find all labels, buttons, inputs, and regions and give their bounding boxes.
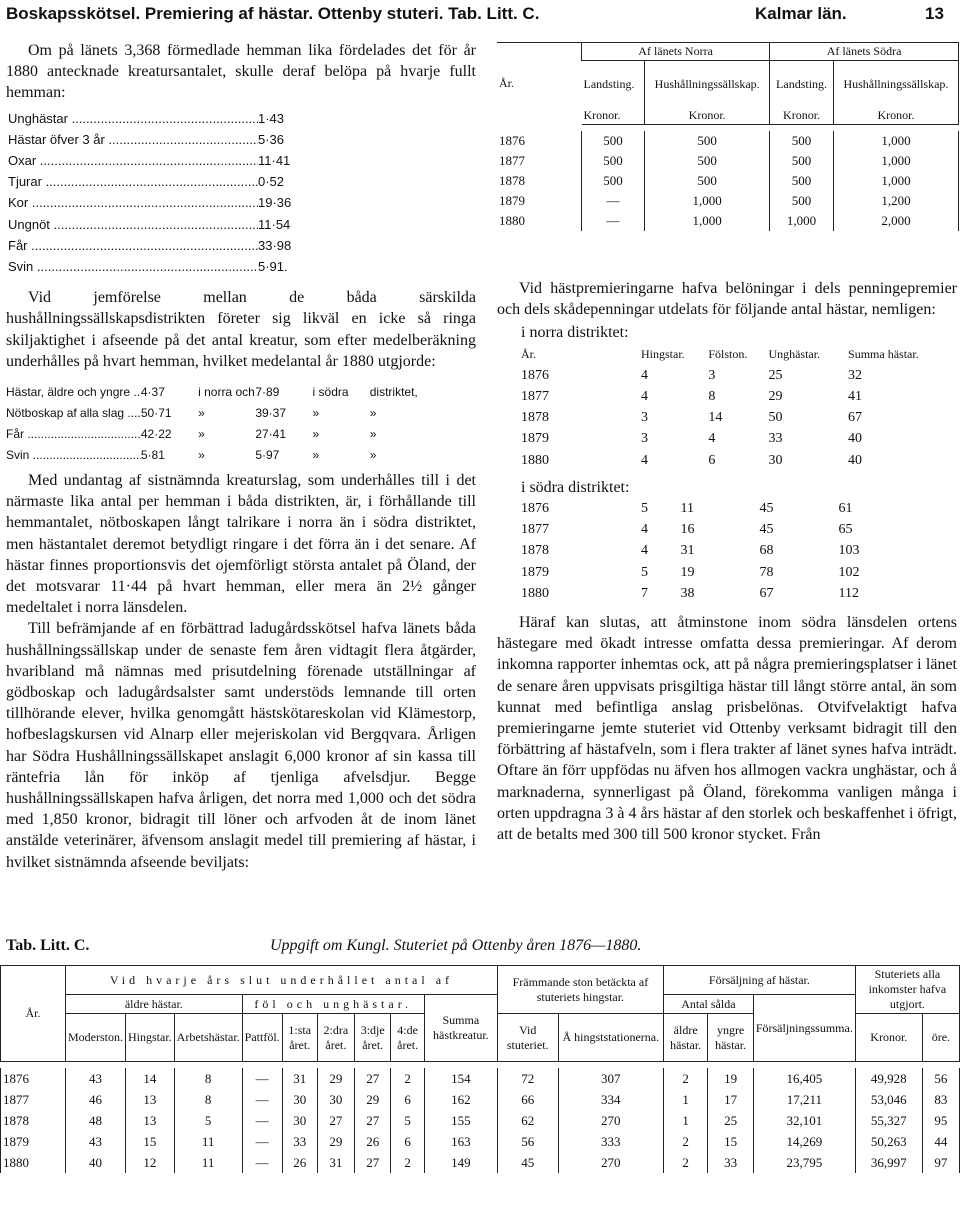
- table-row: 1880 7 38 67 112: [521, 585, 859, 601]
- comparison-row: Hästar, äldre och yngre ..... 4·37 i norra och 7·89 i södra distriktet,: [6, 382, 476, 403]
- table-row: 1878 3 14 50 67: [521, 410, 863, 426]
- comparison-paragraph: Vid jemförelse mellan de båda särskilda hushållningssällskapsdistrikten företer sig likväl en icke så ringa skiljaktighet i afseende på det antal kreatur, som efter medelberäkning underhålles på hvart hemman, hvilket medelantal år 1880 utgjorde:: [6, 289, 476, 370]
- table-row: 1876 4 3 25 32: [521, 367, 863, 383]
- running-header-county: Kalmar län.: [755, 4, 847, 23]
- table-row: 1877 4 16 45 65: [521, 522, 853, 538]
- comparison-row: Får ..... 42·22 » 27·41 » »: [6, 424, 476, 445]
- ottenby-table: År. Vid hvarje års slut underhållet antal af Främmande ston betäckta af stuteriets hingstar. Försäljning af hästar. Stuteriets alla inkomster hafva utgjort. äldre hästar. föl och unghästar. Summa hästkreatur. Antal sålda Försäljningssumma. Moderston. Hingstar. Arbetshästar. Pattföl. 1:sta året. 2:dra året. 3:dje året. 4:de året. Vid stuteriet. Å hingststationerna. äldre hästar. yngre hästar. Kronor. öre. 1876 43 14 8 — 31 29 27 2 154 72 307 2 19 16,405 49,928 56 1877 46 13 8 — 30 30 29 6 162 66 334 1 17 17,211 53,046 83 1878 48 13 5 — 30 27 27 5 155 62 270 1 25 32,101 55,327 95 1879 43 15 11 — 33 29 26 6 163 56 333 2 15 14,269 50,263 44 1880 40 12 11 — 26 31 27 2 149 45 270 2 33 23,795 36,997 97: [0, 965, 960, 1173]
- table-row: 1880 — 1,000 1,000 2,000: [497, 211, 959, 231]
- stat-row: Får ..... 33·98: [8, 235, 476, 256]
- table-row: 1876 43 14 8 — 31 29 27 2 154 72 307 2 19 16,405 49,928 56: [1, 1068, 960, 1089]
- table-row: 1880 4 6 30 40: [521, 452, 863, 468]
- sodra-title: i södra distriktet:: [521, 478, 630, 496]
- norra-premiering-table: År. Hingstar. Fölston. Unghästar. Summa hästar. 1876 4 3 25 32 1877 4 8 29 41 1878 3 14 50 67 1879 3 4 33 40 1880 4 6 30 40: [521, 344, 957, 471]
- sodra-premiering-table: [521, 498, 957, 604]
- stat-row: Unghästar ..... 1·43: [8, 108, 476, 129]
- table-row: 1877 4 8 29 41: [521, 389, 863, 405]
- stat-row: Oxar ..... 11·41: [8, 150, 476, 171]
- stat-row: Ungnöt ..... 11·54: [8, 214, 476, 235]
- table-row: 1879 43 15 11 — 33 29 26 6 163 56 333 2 15 14,269 50,263 44: [1, 1131, 960, 1152]
- per-hemman-list: [6, 108, 476, 278]
- bottom-table-title: Uppgift om Kungl. Stuteriet på Ottenby åren 1876—1880.: [270, 937, 642, 954]
- right-column: [497, 278, 957, 845]
- running-header: Boskapsskötsel. Premiering af hästar. Ottenby stuteri. Tab. Litt. C.: [6, 4, 540, 23]
- bottom-tab-label: Tab. Litt. C.: [6, 937, 90, 954]
- comparison-row: Nötboskap af alla slag ..... 50·71 » 39·37 » »: [6, 403, 476, 424]
- table-row: 1878 500 500 500 1,000: [497, 171, 959, 191]
- page-number: 13: [925, 4, 944, 23]
- norra-title: i norra distriktet:: [521, 324, 629, 342]
- premiering-lists: [497, 322, 957, 604]
- table-row: 1876 500 500 500 1,000: [497, 131, 959, 151]
- stat-row: Hästar öfver 3 år ..... 5·36: [8, 129, 476, 150]
- stat-row: Kor ..... 19·36: [8, 192, 476, 213]
- left-column: [6, 40, 476, 873]
- comparison-row: Svin ..... 5·81 » 5·97 » »: [6, 445, 476, 466]
- table-row: 1877 46 13 8 — 30 30 29 6 162 66 334 1 17 17,211 53,046 83: [1, 1089, 960, 1110]
- stat-row: Tjurar ..... 0·52: [8, 171, 476, 192]
- table-row: 1880 40 12 11 — 26 31 27 2 149 45 270 2 33 23,795 36,997 97: [1, 1152, 960, 1173]
- horses-paragraph: Med undantag af sistnämnda kreaturslag, som underhålles till i det närmaste lika antal per hemman i båda distrikten, är, i förhållande till hemmantalet, nötboskapen långt talrikare i norra än i södra distriktet, men hästantalet deremot betydligt ringare i det förra än i det senare. Af hästar finnes proportionsvis det ojemförligt största antalet på Öland, der det motsvarar 11·44 på hvart hemman, eller mera än 2½ gånger medeltalet i norra länsdelen.: [6, 471, 476, 617]
- stat-row: Svin ..... 5·91.: [8, 256, 476, 277]
- premiering-paragraph: Vid hästpremieringarne hafva belöningar i dels penningepremier och dels skådepenningar utdelats för följande antal hästar, nemligen:: [497, 280, 957, 319]
- table-row: 1878 48 13 5 — 30 27 27 5 155 62 270 1 25 32,101 55,327 95: [1, 1110, 960, 1131]
- cattle-care-paragraph: Till befrämjande af en förbättrad ladugårdsskötsel hafva länets båda hushållningssällskap under de senaste fem åren vidtagit flera åtgärder, hvaribland må nämnas med prisutdelning förenade utställningar af gödboskap och ladugårdsalster samt understöds lemnande till orten tillhörande elever, hvilka genomgått hästskötareskolan vid Klämestorp, hofbeslagskursen vid Alnarp eller mejeriskolan vid Bergqvara. Årligen har Södra Hushållningssällskapet anslagit 6,000 kronor af sin kassa till räntefria lån för inköp af tjenliga afvelsdjur. Begge hushållningssällskapen hafva årligen, det norra med 1,000 och det södra med 1,850 kronor, bidragit till löner och arfvoden åt de inom länet anstälde veterinärer, äfvensom anslagit medel till premiering af hästar, i hvilket sistnämnda afseende beviljats:: [6, 620, 476, 871]
- conclusion-paragraph: Häraf kan slutas, att åtminstone inom södra länsdelen ortens hästegare med ökadt intresse omfatta dessa premieringar. Af derom inkomna rapporter inhemtas ock, att på några premieringsplatser i länet de senare åren uppvisats prisgiltiga hästar till långt större antal, än som kunnat med befintliga anslag prisbelönas. Otvifvelaktigt hafva premieringarne jemte stuteriet vid Ottenby verksamt bidragit till den förbättring af hästafveln, som i flera trakter af länet synes hafva inträdt. Oftare än förr uppfödas nu äfven hos allmogen vackra unghästar, och å marknaderna, synnerligast på Öland, förekomma vanligen många i orten uppdragna 3 à 4 års hästar af den storlek och beskaffenhet i öfrigt, att de betalts med 300 till 500 kronor stycket. Från: [497, 614, 957, 844]
- intro-paragraph: Om på länets 3,368 förmedlade hemman lika fördelades det för år 1880 antecknade kreatursantalet, skulle deraf belöpa på hvarje fullt hemman:: [6, 42, 476, 102]
- table-row: 1877 500 500 500 1,000: [497, 151, 959, 171]
- district-comparison: [6, 382, 476, 466]
- table-row: 1876 5 11 45 61: [521, 501, 853, 517]
- table-row: 1879 5 19 78 102: [521, 564, 860, 580]
- table-row: 1879 — 1,000 500 1,200: [497, 191, 959, 211]
- grants-table: År. Af länets Norra Af länets Södra Landsting. Hushållningssällskap. Landsting. Hushållningssällskap. Kronor. Kronor. Kronor. Kronor. 1876 500 500 500 1,000 1877 500 500 500 1,000 1878 500 500 500 1,000 1879 — 1,000 500 1,200 1880 — 1,000 1,000 2,000: [497, 42, 959, 231]
- table-row: 1878 4 31 68 103: [521, 543, 860, 559]
- table-row: 1879 3 4 33 40: [521, 431, 863, 447]
